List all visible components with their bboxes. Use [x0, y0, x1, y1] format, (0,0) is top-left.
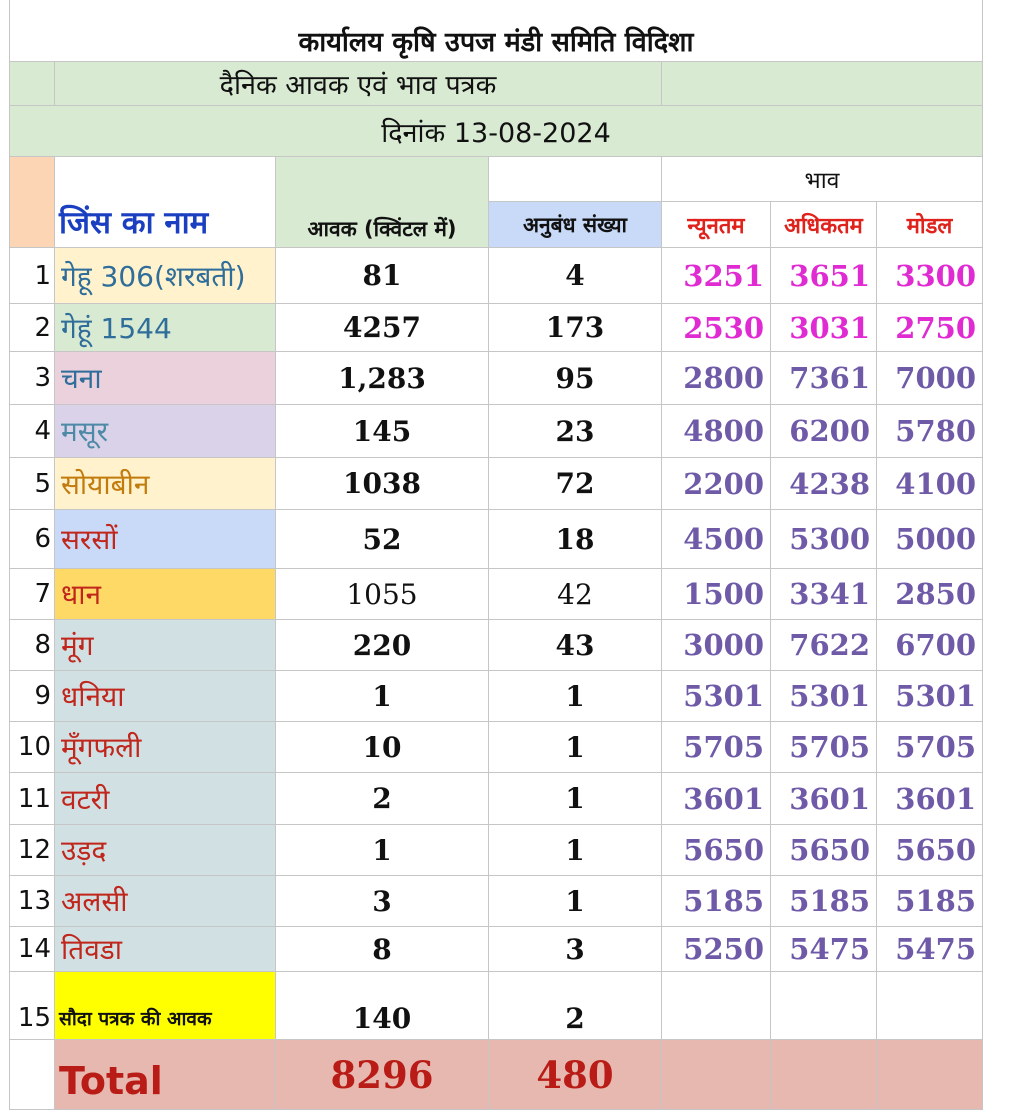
row-number-text: 4: [34, 416, 51, 446]
contracts-value-text: 95: [555, 361, 595, 395]
modal-price-text: 5705: [895, 730, 976, 764]
contracts-value-text: 43: [555, 628, 595, 662]
max-price-text: 3651: [789, 258, 870, 293]
row-number: [10, 927, 55, 972]
blank-cell: [771, 1040, 877, 1110]
contracts-value-text: 3: [565, 932, 585, 966]
row-number: [10, 248, 55, 304]
total-label-text: Total: [59, 1059, 163, 1103]
sauda-arrival: [276, 972, 489, 1040]
arrival-value: [276, 569, 489, 620]
row-number: [10, 569, 55, 620]
arrival-value-text: 3: [372, 884, 392, 918]
modal-price-text: 5301: [895, 679, 976, 713]
commodity-name-text: गेहूं 1544: [61, 311, 172, 345]
contracts-value-text: 23: [555, 414, 595, 448]
arrival-value-text: 1: [372, 679, 392, 713]
min-price: [662, 773, 771, 825]
min-price: [662, 458, 771, 510]
blank-cell: [771, 972, 877, 1040]
commodity-header: [55, 157, 276, 248]
modal-price-text: 5000: [895, 522, 976, 556]
modal-price: [877, 876, 983, 927]
commodity-name: [55, 352, 276, 405]
arrival-value-text: 10: [362, 730, 402, 764]
commodity-name-text: अलसी: [61, 885, 128, 918]
min-price: [662, 876, 771, 927]
commodity-name: [55, 773, 276, 825]
max-price: [771, 510, 877, 569]
min-price-text: 4500: [683, 522, 764, 556]
commodity-name: [55, 510, 276, 569]
modal-price: [877, 304, 983, 352]
modal-price: [877, 671, 983, 722]
arrival-value-text: 2: [372, 782, 392, 815]
modal-price-text: 4100: [895, 466, 976, 501]
modal-price-text: 3601: [895, 781, 976, 816]
max-header: [771, 202, 877, 248]
contracts-value: [489, 405, 662, 458]
row-number-text: 7: [34, 579, 51, 609]
modal-price-text: 2850: [895, 577, 976, 611]
max-price: [771, 722, 877, 773]
price-group-header: [662, 157, 983, 202]
modal-price: [877, 458, 983, 510]
min-price-text: 2200: [683, 466, 764, 501]
contracts-value: [489, 620, 662, 671]
blank-cell: [489, 157, 662, 202]
row-number: [10, 620, 55, 671]
arrival-value: [276, 722, 489, 773]
row-number: [10, 458, 55, 510]
modal-price: [877, 569, 983, 620]
blank-cell: [10, 62, 55, 106]
row-number-text: 13: [17, 886, 51, 916]
modal-price: [877, 927, 983, 972]
min-price-text: 1500: [683, 577, 764, 611]
commodity-name-text: वटरी: [61, 782, 110, 816]
blank-cell: [662, 972, 771, 1040]
min-header-text: न्यूनतम: [687, 213, 745, 239]
arrival-value: [276, 876, 489, 927]
modal-header: [877, 202, 983, 248]
arrival-value: [276, 671, 489, 722]
contracts-value-text: 1: [565, 782, 585, 815]
commodity-name: [55, 569, 276, 620]
commodity-name: [55, 458, 276, 510]
arrival-value: [276, 304, 489, 352]
arrival-value-text: 220: [352, 628, 412, 662]
modal-price: [877, 352, 983, 405]
max-price: [771, 825, 877, 876]
max-price-text: 7361: [789, 361, 870, 395]
contracts-header-text: अनुबंध संख्या: [522, 212, 627, 237]
commodity-header-text: जिंस का नाम: [59, 205, 209, 241]
contracts-value-text: 72: [555, 467, 595, 500]
max-price-text: 5475: [789, 932, 870, 966]
min-price-text: 4800: [683, 414, 764, 448]
arrival-value: [276, 773, 489, 825]
modal-price-text: 6700: [895, 628, 976, 662]
total-arrival: [276, 1040, 489, 1110]
max-price: [771, 773, 877, 825]
max-price: [771, 927, 877, 972]
modal-price: [877, 248, 983, 304]
commodity-name-text: गेहू 306(शरबती): [61, 259, 246, 293]
row-number-text: 5: [34, 468, 51, 499]
min-price-text: 5650: [683, 833, 764, 867]
modal-price: [877, 510, 983, 569]
max-price: [771, 569, 877, 620]
contracts-value: [489, 773, 662, 825]
contracts-value: [489, 876, 662, 927]
modal-price-text: 7000: [895, 361, 976, 395]
row-number-text: 6: [34, 524, 51, 554]
max-price-text: 5300: [789, 522, 870, 556]
row-number-text: 8: [34, 630, 51, 660]
max-price: [771, 620, 877, 671]
total-arrival-text: 8296: [330, 1052, 434, 1097]
sauda-arrival-text: 140: [352, 1002, 412, 1035]
blank-cell: [10, 1040, 55, 1110]
arrival-value-text: 1055: [346, 577, 418, 611]
blank-cell: [662, 1040, 771, 1110]
row-number: [10, 876, 55, 927]
contracts-value: [489, 825, 662, 876]
blank-cell: [877, 972, 983, 1040]
min-price: [662, 352, 771, 405]
arrival-value: [276, 405, 489, 458]
report-date-text: दिनांक 13-08-2024: [381, 117, 611, 149]
arrival-header: [276, 157, 489, 248]
commodity-name-text: सरसों: [61, 523, 118, 556]
commodity-name: [55, 671, 276, 722]
blank-cell: [662, 62, 983, 106]
row-number: [10, 722, 55, 773]
arrival-header-text: आवक (क्विंटल में): [307, 217, 457, 241]
commodity-name: [55, 620, 276, 671]
row-number-text: 15: [17, 1003, 51, 1033]
commodity-name-text: धान: [61, 578, 102, 611]
contracts-value-text: 42: [557, 577, 593, 611]
contracts-value-text: 173: [545, 311, 605, 344]
arrival-value: [276, 825, 489, 876]
min-price: [662, 569, 771, 620]
commodity-name-text: मसूर: [61, 415, 109, 448]
contracts-value: [489, 458, 662, 510]
min-price: [662, 620, 771, 671]
max-price: [771, 876, 877, 927]
min-price: [662, 722, 771, 773]
contracts-value: [489, 722, 662, 773]
arrival-value-text: 81: [362, 259, 402, 292]
arrival-value-text: 52: [362, 522, 402, 556]
contracts-value-text: 1: [565, 833, 585, 867]
modal-price-text: 5185: [895, 884, 976, 918]
row-number: [10, 825, 55, 876]
modal-header-text: मोडल: [906, 213, 953, 239]
row-number: [10, 671, 55, 722]
sauda-contracts: [489, 972, 662, 1040]
row-number-text: 1: [34, 260, 51, 291]
max-price-text: 7622: [789, 628, 870, 662]
row-number: [10, 352, 55, 405]
commodity-name: [55, 304, 276, 352]
contracts-value-text: 1: [565, 679, 585, 713]
office-title: [10, 0, 983, 62]
contracts-value: [489, 248, 662, 304]
max-price-text: 5650: [789, 833, 870, 867]
row-number: [10, 773, 55, 825]
modal-price-text: 5780: [895, 414, 976, 448]
row-number-text: 12: [17, 835, 51, 865]
max-price-text: 6200: [789, 414, 870, 448]
arrival-value-text: 1: [372, 833, 392, 867]
modal-price: [877, 773, 983, 825]
min-price-text: 3000: [683, 628, 764, 662]
contracts-value: [489, 671, 662, 722]
arrival-value-text: 4257: [343, 311, 421, 344]
commodity-name: [55, 927, 276, 972]
price-group-header-text: भाव: [804, 168, 840, 194]
contracts-value: [489, 352, 662, 405]
contracts-value-text: 1: [565, 884, 585, 918]
commodity-name-text: सोयाबीन: [61, 467, 150, 501]
min-price: [662, 510, 771, 569]
sheet-left-border: [9, 0, 10, 1110]
report-date: [10, 106, 983, 157]
commodity-name: [55, 876, 276, 927]
min-header: [662, 202, 771, 248]
commodity-name-text: उड़द: [61, 834, 107, 867]
min-price-text: 5185: [683, 884, 764, 918]
min-price: [662, 304, 771, 352]
commodity-name-text: मूंग: [61, 629, 94, 662]
row-number-text: 2: [34, 312, 51, 343]
contracts-value-text: 18: [555, 522, 595, 556]
row-number: [10, 405, 55, 458]
contracts-header: [489, 202, 662, 248]
arrival-value-text: 145: [352, 414, 412, 448]
contracts-value: [489, 510, 662, 569]
arrival-value-text: 1,283: [338, 361, 426, 395]
max-price-text: 3601: [789, 781, 870, 816]
max-price-text: 3341: [789, 577, 870, 611]
arrival-value: [276, 458, 489, 510]
max-price: [771, 458, 877, 510]
contracts-value: [489, 304, 662, 352]
arrival-value: [276, 248, 489, 304]
min-price-text: 5301: [683, 679, 764, 713]
modal-price: [877, 722, 983, 773]
contracts-value: [489, 927, 662, 972]
modal-price: [877, 825, 983, 876]
total-contracts-text: 480: [536, 1052, 614, 1097]
arrival-value: [276, 352, 489, 405]
contracts-value-text: 1: [565, 730, 585, 764]
commodity-name: [55, 722, 276, 773]
min-price-text: 5250: [683, 932, 764, 966]
sauda-contracts-text: 2: [565, 1002, 585, 1035]
row-number-text: 3: [34, 363, 51, 393]
row-number: [10, 972, 55, 1040]
total-contracts: [489, 1040, 662, 1110]
commodity-name: [55, 405, 276, 458]
min-price-text: 3601: [683, 781, 764, 816]
blank-cell: [877, 1040, 983, 1110]
office-title-text: कार्यालय कृषि उपज मंडी समिति विदिशा: [298, 27, 694, 58]
commodity-name: [55, 248, 276, 304]
max-price: [771, 248, 877, 304]
max-price: [771, 304, 877, 352]
sauda-name: [55, 972, 276, 1040]
sr-header: [10, 157, 55, 248]
row-number-text: 9: [34, 681, 51, 711]
modal-price-text: 3300: [895, 258, 976, 293]
max-price: [771, 352, 877, 405]
max-price-text: 4238: [789, 466, 870, 501]
max-price-text: 5185: [789, 884, 870, 918]
min-price: [662, 825, 771, 876]
max-price-text: 5301: [789, 679, 870, 713]
commodity-name: [55, 825, 276, 876]
min-price-text: 2800: [683, 361, 764, 395]
report-title: [55, 62, 662, 106]
modal-price-text: 5475: [895, 932, 976, 966]
min-price-text: 2530: [683, 310, 764, 345]
min-price: [662, 405, 771, 458]
arrival-value: [276, 510, 489, 569]
min-price: [662, 671, 771, 722]
max-price-text: 5705: [789, 730, 870, 764]
row-number: [10, 510, 55, 569]
modal-price: [877, 405, 983, 458]
arrival-value: [276, 927, 489, 972]
total-label: [55, 1040, 276, 1110]
row-number-text: 10: [17, 732, 51, 762]
min-price-text: 5705: [683, 730, 764, 764]
arrival-value-text: 8: [372, 932, 392, 966]
contracts-value: [489, 569, 662, 620]
row-number: [10, 304, 55, 352]
row-number-text: 11: [17, 783, 51, 814]
max-price: [771, 671, 877, 722]
modal-price-text: 5650: [895, 833, 976, 867]
sauda-name-text: सौदा पत्रक की आवक: [59, 1008, 212, 1030]
min-price: [662, 927, 771, 972]
commodity-name-text: चना: [61, 362, 102, 395]
max-header-text: अधिकतम: [784, 213, 863, 239]
row-number-text: 14: [17, 934, 51, 964]
report-title-text: दैनिक आवक एवं भाव पत्रक: [219, 70, 497, 101]
arrival-value-text: 1038: [343, 467, 421, 500]
arrival-value: [276, 620, 489, 671]
min-price-text: 3251: [683, 258, 764, 293]
max-price: [771, 405, 877, 458]
modal-price: [877, 620, 983, 671]
commodity-name-text: धनिया: [61, 680, 125, 713]
contracts-value-text: 4: [565, 259, 585, 292]
commodity-name-text: तिवडा: [61, 933, 123, 966]
max-price-text: 3031: [789, 310, 870, 345]
min-price: [662, 248, 771, 304]
commodity-name-text: मूँगफली: [61, 731, 142, 764]
modal-price-text: 2750: [895, 310, 976, 345]
